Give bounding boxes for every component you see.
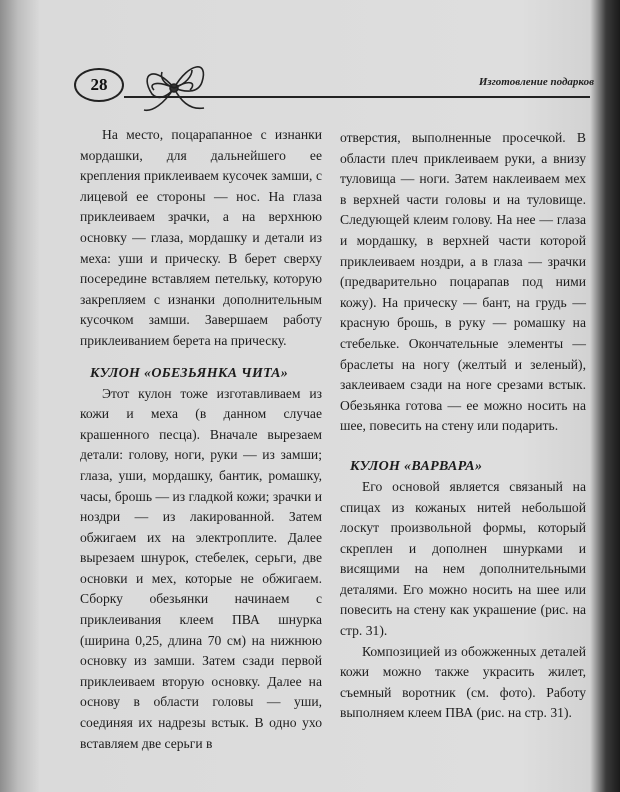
closing-paragraph: Композицией из обожженных деталей кожи можно также украсить жилет, съемный воротник (см. фото). Работу выполняем клеем ПВА (рис. на стр. 31). [340,643,586,721]
section-heading-varvara: КУЛОН «ВАРВАРА» [350,458,483,474]
section-heading-chita: КУЛОН «ОБЕЗЬЯНКА ЧИТА» [90,365,289,381]
continued-paragraph: отверстия, выполненные просечкой. В области плеч приклеиваем руки, а внизу туловища — ноги. Затем наклеиваем мех в верхней части головы и на туловище. Следующей клеим голову. На нее — глаза и мордашку, в верхней части которой приклеиваем ноздри, а в глаза — зрачки (предварительно поцарапав под ними кожу). На прическу — бант, на грудь — красную брошь, в руку — ромашку на стебельке. Окончательные элементы — браслеты на ногу (желтый и зеленый), заклеиваем сзади на ноге срезами встык. Обезьянка готова — ее можно носить на шее, повесить на стену или подарить. [340,130,586,434]
bow-ornament-icon [134,54,244,114]
chita-paragraph: Этот кулон тоже изготавливаем из кожи и меха (в данном случае крашенного песца). Вначале вырезаем детали: голову, ноги, руки — из замши; глаза, уши, мордашку, бантик, ромашку, часы, брошь — из гладкой кожи; зрачки и ноздри — из лакированной. Затем обжигаем их на электроплите. Далее вырезаем шнурок, стебелек, серьги, две основки и мех, которые не обжигаем. Сборку обезьянки начинаем с приклеивания клеем ПВА шнурка (ширина 0,25, длина 70 см) на нижнюю основку из замши. Затем сзади первой приклеиваем вторую основку. Далее на основу в области головы — уши, соединяя их надрезы встык. В одно ухо вставляем две серьги в [80,385,322,751]
header-rule [124,96,590,98]
page-header [74,60,594,110]
right-column [340,128,586,724]
intro-paragraph: На место, поцарапанное с изнанки мордашки, для дальнейшего ее крепления приклеиваем кусочек замши, с лицевой ее стороны — нос. На глаза приклеиваем зрачки, а на верхнюю основку — глаза, мордашку и детали из меха: уши и прическу. В берет сверху посередине вставляем петельку, которую закрепляем с изнанки дополнительным кусочком замши. Завершаем работу приклеиванием берета на прическу. [80,127,322,348]
left-column [80,125,322,754]
page-number: 28 [74,68,124,102]
varvara-paragraph: Его основой является связаный на спицах из кожаных нитей небольшой лоскут произвольной формы, который скреплен и дополнен шнурками и висящими на нем дополнительными деталями. Его можно носить на шее или повесить на стену как украшение (рис. на стр. 31). [340,478,586,639]
running-title: Изготовление подарков [478,76,594,88]
